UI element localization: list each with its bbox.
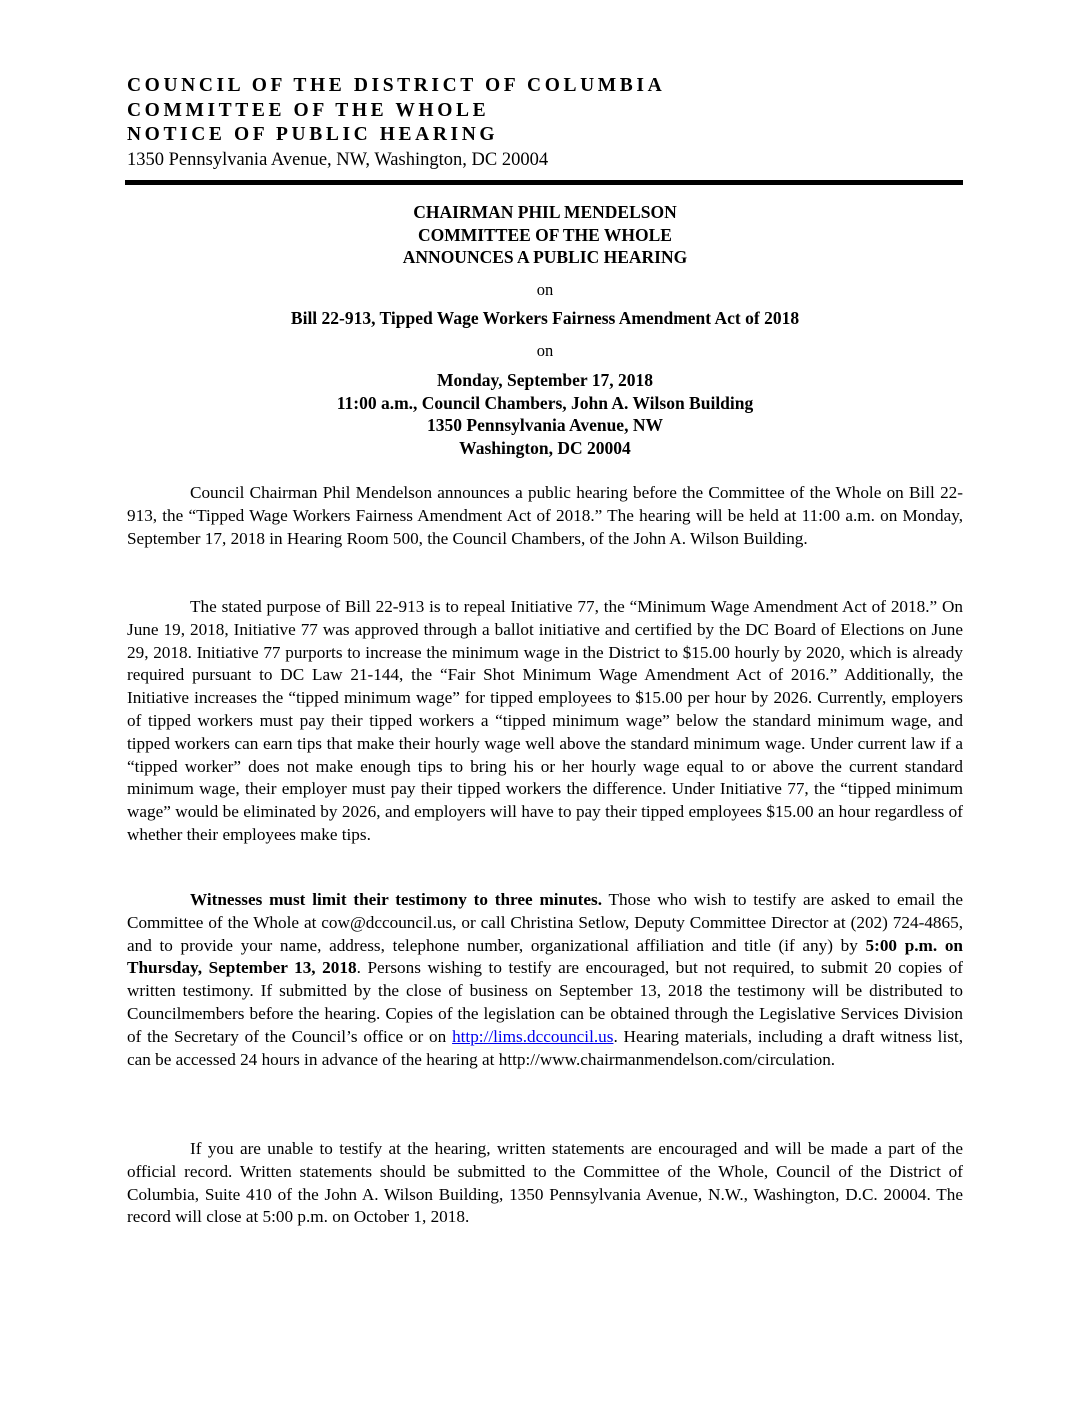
hearing-city: Washington, DC 20004 — [459, 437, 631, 458]
letterhead-notice: NOTICE OF PUBLIC HEARING — [127, 124, 499, 145]
paragraph-announcement: Council Chairman Phil Mendelson announces a public hearing before the Committee of the Whole on Bill 22-913, the “Tipped Wage Workers Fairness Amendment Act of 2018.” The hearing will be held at 11:00 a.m. on Monday, September 17, 2018 in Hearing Room 500, the Council Chambers, of the John A. Wilson Building. — [127, 483, 963, 548]
bill-title: Bill 22-913, Tipped Wage Workers Fairness Amendment Act of 2018 — [290, 308, 800, 328]
testimony-text-c: . Hearing materials, including a draft witness list, can be accessed 24 hours in advance of the hearing at http://www.chairmanmendelson.com/circulation. — [127, 1026, 963, 1069]
lims-link[interactable]: http://lims.dccouncil.us — [452, 1026, 614, 1046]
testimony-text-b: . Persons wishing to testify are encouraged, but not required, to submit 20 copies of written testimony. If submitted by the close of business on September 13, 2018 the testimony will be distributed to Councilmembers before the hearing. Copies of the legislation can be obtained through the Legislative Services Division of the Secretary of the Council’s office or on — [127, 958, 963, 1046]
letterhead — [127, 74, 963, 171]
paragraph-testimony — [127, 889, 963, 1071]
announcement-chairman: CHAIRMAN PHIL MENDELSON — [413, 202, 677, 222]
hearing-time-place: 11:00 a.m., Council Chambers, John A. Wilson Building — [336, 392, 754, 413]
testimony-limit-notice: Witnesses must limit their testimony to three minutes. — [190, 890, 603, 909]
announcement-hearing: ANNOUNCES A PUBLIC HEARING — [402, 247, 688, 267]
announcement-committee: COMMITTEE OF THE WHOLE — [418, 224, 672, 245]
hearing-date: Monday, September 17, 2018 — [437, 370, 653, 390]
letterhead-council: COUNCIL OF THE DISTRICT OF COLUMBIA — [127, 75, 666, 96]
connector-on-2: on — [536, 341, 554, 360]
hearing-street: 1350 Pennsylvania Avenue, NW — [427, 415, 663, 435]
testimony-deadline: 5:00 p.m. on Thursday, September 13, 2018 — [127, 935, 963, 978]
hearing-details — [127, 369, 963, 459]
testimony-text-a: Those who wish to testify are asked to email the Committee of the Whole at cow@dccouncil.us, or call Christina Setlow, Deputy Committee Director at (202) 724-4865, and to provide your name, address, telephone number, organizational affiliation and title (if any) by — [127, 890, 964, 955]
letterhead-address: 1350 Pennsylvania Avenue, NW, Washington, DC 20004 — [127, 149, 549, 170]
letterhead-committee: COMMITTEE OF THE WHOLE — [127, 99, 490, 121]
paragraph-purpose: The stated purpose of Bill 22-913 is to repeal Initiative 77, the “Minimum Wage Amendment Act of 2018.” On June 19, 2018, Initiative 77 was approved through a ballot initiative and certified by the DC Board of Elections on June 29, 2018. Initiative 77 purports to increase the minimum wage in the District to $15.00 hourly by 2020, which is already required pursuant to DC Law 21-144, the “Fair Shot Minimum Wage Amendment Act of 2016.” Additionally, the Initiative increases the “tipped minimum wage” for tipped employees to $15.00 per hour by 2026. Currently, employers of tipped workers must pay their tipped workers a “tipped minimum wage” below the standard minimum wage, and tipped workers can earn tips that make their hourly wage well above the standard minimum wage. Under current law if a “tipped worker” does not make enough tips to bring his or her hourly wage equal to or above the current standard minimum wage, their employer must pay their tipped workers the difference. Under Initiative 77, the “tipped minimum wage” would be eliminated by 2026, and employers will have to pay their tipped employees $15.00 an hour regardless of whether their employees make tips. — [127, 597, 963, 844]
announcement-heading — [127, 201, 963, 269]
connector-on-1: on — [536, 280, 554, 299]
paragraph-written-statements: If you are unable to testify at the hearing, written statements are encouraged and will be made a part of the official record. Written statements should be submitted to the Committee of the Whole, Council of the District of Columbia, Suite 410 of the John A. Wilson Building, 1350 Pennsylvania Avenue, N.W., Washington, D.C. 20004. The record will close at 5:00 p.m. on October 1, 2018. — [127, 1139, 963, 1227]
header-divider — [125, 180, 963, 185]
